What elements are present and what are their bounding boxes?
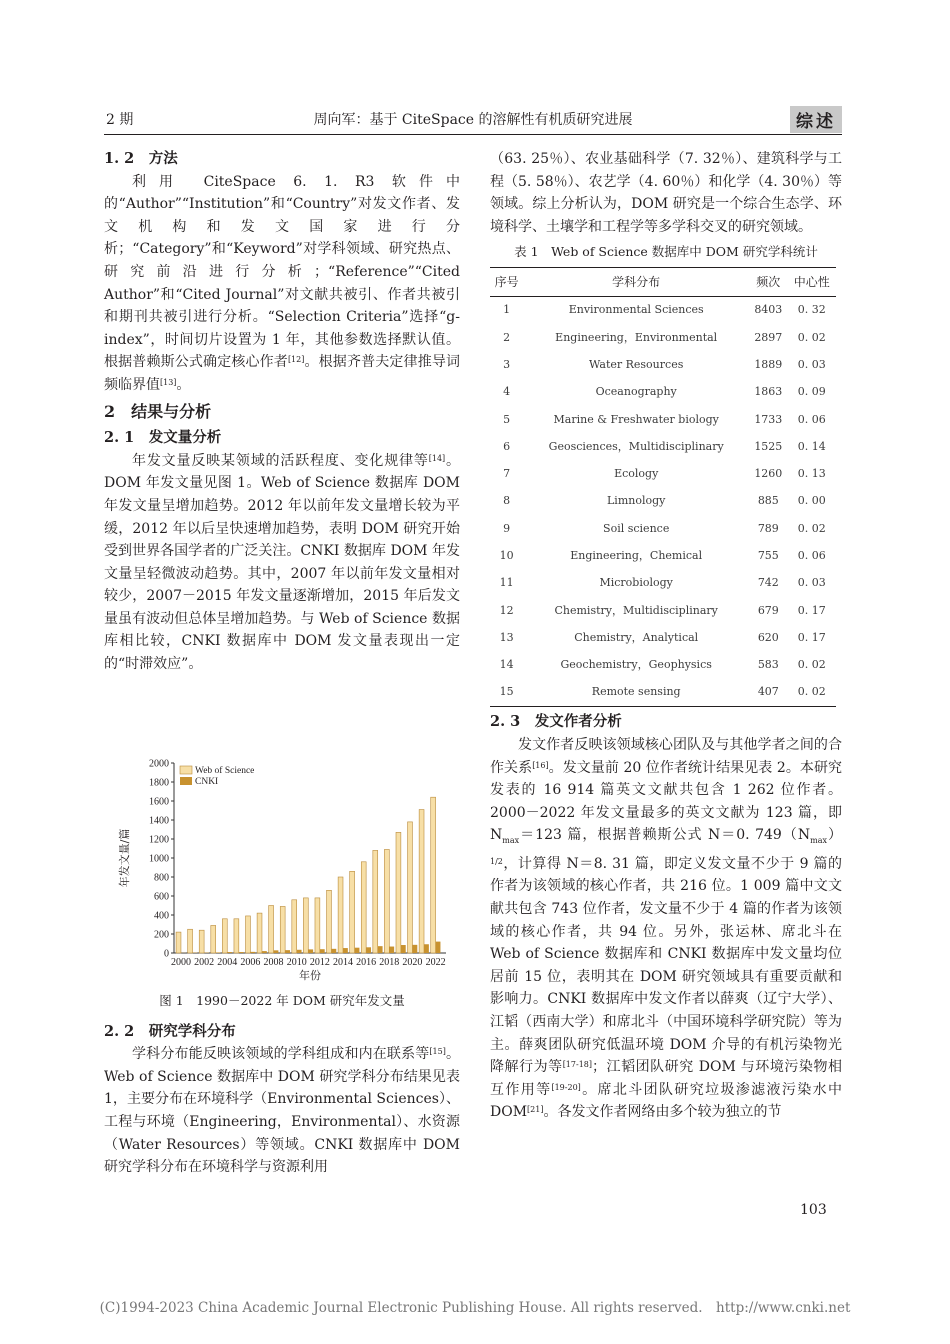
- bar-cnki-2012: [320, 949, 325, 953]
- legend-label-wos: Web of Science: [195, 766, 255, 776]
- section-label: 综述: [790, 106, 842, 133]
- table-cell: 679: [757, 603, 779, 617]
- y-tick-label: 1200: [149, 834, 169, 846]
- table-cell: Limnology: [607, 494, 666, 508]
- section-2-1-title: 2. 1 发文量分析: [104, 429, 222, 447]
- legend-label-cnki: CNKI: [195, 777, 219, 787]
- table-cell: 0. 00: [797, 494, 826, 508]
- table-cell: Ecology: [614, 467, 659, 481]
- table-cell: 0. 17: [797, 603, 826, 617]
- table-cell: Geosciences，Multidisciplinary: [548, 439, 724, 453]
- section-2-1-paragraph: 年发文量反映某领域的活跃程度、变化规律等[14]。DOM 年发文量见图 1。Web of Science 数据库 DOM 年发文量呈增加趋势。2012 年以前年发文量增长较为平缓，2012 年以后呈快速增加趋势，表明 DOM 研究开始受到世界各国学者的广泛关注。CNKI 数据库 DOM 年发文量呈轻微波动趋势。其中，2007 年以前年发文量相对较少，2007－2015 年发文量逐渐增加，2015 年后发文量虽有波动但总体呈增加趋势。与 Web of Science 数据库相比较，CNKI 数据库中 DOM 发文量表现出一定的“时滞效应”。: [104, 452, 461, 673]
- section-2-3-paragraph: 发文作者反映该领域核心团队及与其他学者之间的合作关系[16]。发文量前 20 位作者统计结果见表 2。本研究发表的 16 914 篇英文文献共包含 1 262 位作者。2000－2022 年发文量最多的英文文献为 123 篇，即 $N_{max}=123$ 篇，根据普赖斯公式 N＝0. $749(N_{max})^{1/2}$，计算得 N＝8. 31 篇，即定义发文量不少于 9 篇的作者为该领域的核心作者，共 216 位。1 009 篇中文文献共包含 743 位作者，发文量不少于 4 篇的作者为该领域的核心作者，共 94 位。另外，张运林、席北斗在 Web of Science 数据库和 CNKI 数据库中发文量均位居前 15 位，表明其在 DOM 研究领域具有重要贡献和影响力。CNKI 数据库中发文作者以薛爽（辽宁大学）、江韬（西南大学）和席北斗（中国环境科学研究院）等为主。薛爽团队研究低温环境 DOM 介导的有机污染物光降解行为等[17-18]；江韬团队研究 DOM 与环境污染物相互作用等[19-20]。席北斗团队研究垃圾渗滤液污染水中 DOM[21]。各发文作者网络由多个较为独立的节: [490, 737, 843, 1121]
- x-tick-label: 2012: [309, 957, 330, 968]
- table-cell: 0. 03: [797, 576, 826, 590]
- table-row: [490, 679, 836, 707]
- bar-cnki-2014: [343, 948, 348, 953]
- copyright-footer: (C)1994-2023 China Academic Journal Electronic Publishing House. All rights reserved. http://www.cnki.net: [99, 1300, 851, 1316]
- bar-wos-2006: [246, 916, 251, 953]
- bar-cnki-2011: [308, 949, 313, 953]
- table-cell: 0. 02: [787, 679, 836, 707]
- y-tick-label: 1800: [149, 777, 169, 789]
- table-cell: 1525: [754, 439, 783, 453]
- x-tick-label: 2022: [425, 957, 446, 968]
- bar-wos-2009: [280, 906, 285, 953]
- table-row: [490, 543, 836, 570]
- table-header: 学科分布: [523, 267, 749, 296]
- table-cell: Microbiology: [599, 576, 673, 590]
- bar-cnki-2007: [262, 951, 267, 953]
- running-title: 周向军：基于 CiteSpace 的溶解性有机质研究进展: [313, 112, 633, 128]
- bar-wos-2000: [176, 932, 181, 953]
- bar-cnki-2004: [227, 952, 232, 953]
- table-cell: Remote sensing: [523, 679, 749, 707]
- left-column: [104, 148, 460, 676]
- table-cell: 6: [503, 439, 511, 453]
- table-cell: 0. 13: [797, 467, 826, 481]
- x-tick-label: 2008: [263, 957, 284, 968]
- table-cell: 8403: [754, 303, 783, 317]
- x-tick-label: 2016: [356, 957, 377, 968]
- table-header: 序号: [490, 267, 523, 296]
- x-tick-label: 2014: [332, 957, 353, 968]
- table-row: [490, 296, 836, 324]
- table-cell: 4: [503, 385, 511, 399]
- bar-wos-2015: [350, 871, 355, 953]
- table-cell: 9: [503, 521, 511, 535]
- table-cell: Soil science: [603, 521, 670, 535]
- table-cell: 755: [757, 548, 779, 562]
- bar-cnki-2018: [389, 947, 394, 953]
- right-paragraph-1: （63. 25％）、农业基础科学（7. 32％）、建筑科学与工程（5. 58％）、农艺学（4. 60％）和化学（4. 30％）等领域。综上分析认为，DOM 研究是一个综合生态学、环境科学、土壤学和工程学等多学科交叉的研究领域。: [490, 151, 842, 235]
- table-cell: 12: [499, 603, 514, 617]
- citation: [17-18]: [562, 1060, 592, 1070]
- table-row: [490, 570, 836, 597]
- table-cell: 2897: [754, 330, 783, 344]
- bar-wos-2014: [338, 877, 343, 953]
- table-row: [490, 379, 836, 406]
- x-axis-label: 年份: [299, 969, 321, 982]
- bar-cnki-2019: [401, 945, 406, 953]
- table-cell: Marine & Freshwater biology: [553, 412, 719, 426]
- y-tick-label: 0: [164, 948, 169, 960]
- bar-wos-2013: [327, 890, 332, 953]
- table-cell: 789: [757, 521, 779, 535]
- bar-wos-2012: [315, 898, 320, 953]
- table-row: [490, 406, 836, 433]
- section-2-2-title: 2. 2 研究学科分布: [104, 1022, 236, 1040]
- table-row: [490, 433, 836, 460]
- page-number: 103: [800, 1202, 827, 1218]
- citation: [15]: [429, 1047, 446, 1057]
- bar-cnki-2016: [366, 947, 371, 953]
- bar-cnki-2010: [297, 950, 302, 953]
- bar-wos-2008: [269, 906, 274, 954]
- bar-wos-2004: [222, 919, 227, 953]
- bar-cnki-2015: [355, 948, 360, 953]
- bar-cnki-2009: [285, 950, 290, 953]
- table-cell: Chemistry，Analytical: [574, 630, 699, 644]
- bar-cnki-2005: [239, 952, 244, 953]
- table-cell: 620: [757, 630, 779, 644]
- table-header: 频次: [749, 267, 787, 296]
- bar-wos-2018: [384, 849, 389, 953]
- citation: [16]: [532, 760, 549, 770]
- section-1-2-paragraph: 利用 CiteSpace 6. 1. R3 软件中的“Author”“Institution”和“Country”对发文作者、发文机构和发文国家进行分析；“Category”和“Keyword”对学科领域、研究热点、研究前沿进行分析；“Reference”“Cited Author”和“Cited Journal”对文献共被引、作者共被引和期刊共被引进行分析。“Selection Criteria”选择“g-index”，时间切片设置为 1 年，其他参数选择默认值。根据普赖斯公式确定核心作者[12]。根据齐普夫定律推导词频临界值[13]。: [104, 173, 460, 393]
- table-cell: 14: [499, 658, 514, 672]
- bar-wos-2019: [396, 832, 401, 953]
- table-cell: 0. 06: [797, 548, 826, 562]
- bar-wos-2017: [373, 850, 378, 953]
- table-cell: 0. 17: [797, 630, 826, 644]
- table-header: 中心性: [787, 267, 836, 296]
- table-cell: 13: [499, 630, 514, 644]
- bar-cnki-2003: [216, 952, 221, 953]
- table-cell: Engineering，Chemical: [570, 548, 703, 562]
- table-cell: Environmental Sciences: [568, 303, 704, 317]
- bar-cnki-2022: [436, 942, 441, 953]
- citation: [19-20]: [551, 1082, 581, 1092]
- bar-wos-2002: [199, 930, 204, 953]
- figure-1-chart: [112, 757, 462, 983]
- bar-chart: [112, 757, 462, 983]
- bar-cnki-2017: [378, 946, 383, 953]
- citation: [12]: [287, 355, 305, 365]
- x-tick-label: 2010: [286, 957, 307, 968]
- bar-wos-2016: [361, 862, 366, 953]
- x-tick-label: 2002: [194, 957, 215, 968]
- y-tick-label: 400: [154, 910, 169, 922]
- x-tick-label: 2020: [402, 957, 423, 968]
- table-row: [490, 488, 836, 515]
- table-row: [490, 324, 836, 351]
- legend-swatch-cnki: [180, 777, 192, 785]
- bar-wos-2022: [431, 797, 436, 953]
- table-cell: Chemistry，Multidisciplinary: [554, 603, 718, 617]
- table-1: [490, 267, 836, 707]
- table-row: [490, 652, 836, 679]
- bar-cnki-2006: [250, 952, 255, 953]
- table-cell: 5: [503, 412, 511, 426]
- table-cell: Engineering，Environmental: [555, 330, 718, 344]
- y-tick-label: 1000: [149, 853, 169, 865]
- header-rule: [104, 134, 842, 135]
- issue-number: 2 期: [106, 112, 134, 128]
- bar-cnki-2013: [331, 949, 336, 953]
- table-cell: 1: [503, 303, 511, 317]
- table-row: [490, 597, 836, 624]
- table-cell: 407: [749, 679, 787, 707]
- table-cell: 742: [757, 576, 779, 590]
- running-header: [104, 106, 842, 132]
- table-cell: 7: [503, 467, 511, 481]
- citation: [13]: [160, 377, 177, 387]
- figure-1-caption: 图 1 1990－2022 年 DOM 研究年发文量: [159, 993, 405, 1008]
- bar-wos-2003: [211, 925, 216, 953]
- table-cell: 0. 09: [797, 385, 826, 399]
- bar-wos-2010: [292, 900, 297, 953]
- bar-wos-2001: [188, 929, 193, 953]
- table-cell: 885: [757, 494, 779, 508]
- table-cell: 11: [499, 576, 514, 590]
- x-tick-label: 2004: [217, 957, 238, 968]
- bar-cnki-2020: [412, 945, 417, 953]
- table-cell: 1863: [754, 385, 783, 399]
- bar-wos-2020: [408, 822, 413, 953]
- bar-wos-2021: [419, 810, 424, 953]
- section-2-2-paragraph: 学科分布能反映该领域的学科组成和内在联系等[15]。Web of Science 数据库中 DOM 研究学科分布结果见表 1，主要分布在环境科学（Environmental Sciences）、工程与环境（Engineering，Environmental）、水资源（Water Resources）等领域。CNKI 数据库中 DOM 研究学科分布在环境科学与资源利用: [104, 1046, 461, 1176]
- table-row: [490, 625, 836, 652]
- citation: [21]: [527, 1105, 544, 1115]
- left-column-lower: [104, 990, 460, 1179]
- table-cell: 0. 02: [797, 330, 826, 344]
- citation: [14]: [428, 453, 446, 463]
- y-axis-label: 年发文量/篇: [118, 828, 131, 888]
- table-cell: 10: [499, 548, 514, 562]
- table-cell: 0. 32: [797, 303, 826, 317]
- table-cell: 15: [490, 679, 523, 707]
- x-tick-label: 2000: [170, 957, 191, 968]
- section-2-3-title: 2. 3 发文作者分析: [490, 713, 622, 731]
- table-header-row: [490, 267, 836, 296]
- section-2-title: 2 结果与分析: [104, 401, 212, 421]
- bar-cnki-2021: [424, 944, 429, 953]
- table-cell: 0. 14: [797, 439, 826, 453]
- y-tick-label: 1400: [149, 815, 169, 827]
- x-tick-label: 2006: [240, 957, 261, 968]
- y-tick-label: 1600: [149, 796, 169, 808]
- table-cell: 3: [503, 357, 511, 371]
- table-cell: 0. 02: [797, 658, 826, 672]
- y-tick-label: 800: [154, 872, 169, 884]
- section-1-2-title: 1. 2 方法: [104, 150, 178, 167]
- table-cell: 2: [503, 330, 511, 344]
- table-cell: Water Resources: [589, 357, 684, 371]
- table-cell: 0. 03: [797, 357, 826, 371]
- table-row: [490, 352, 836, 379]
- table-cell: 0. 02: [797, 521, 826, 535]
- bar-wos-2005: [234, 919, 239, 953]
- bar-wos-2007: [257, 913, 262, 953]
- table-cell: Geochemistry，Geophysics: [560, 658, 712, 672]
- bar-wos-2011: [303, 898, 308, 953]
- y-tick-label: 2000: [149, 758, 169, 770]
- y-tick-label: 600: [154, 891, 169, 903]
- bar-cnki-2008: [274, 950, 279, 953]
- table-cell: 583: [757, 658, 779, 672]
- x-tick-label: 2018: [379, 957, 400, 968]
- table-row: [490, 461, 836, 488]
- table-cell: Oceanography: [595, 385, 677, 399]
- table-row: [490, 515, 836, 542]
- table-cell: 1733: [754, 412, 783, 426]
- y-tick-label: 200: [154, 929, 169, 941]
- table-cell: 1260: [754, 467, 783, 481]
- table-1-caption: 表 1 Web of Science 数据库中 DOM 研究学科统计: [514, 244, 818, 260]
- table-cell: 0. 06: [797, 412, 826, 426]
- table-cell: 8: [503, 494, 511, 508]
- legend-swatch-wos: [180, 766, 192, 774]
- table-cell: 1889: [754, 357, 783, 371]
- right-column: [490, 148, 842, 1124]
